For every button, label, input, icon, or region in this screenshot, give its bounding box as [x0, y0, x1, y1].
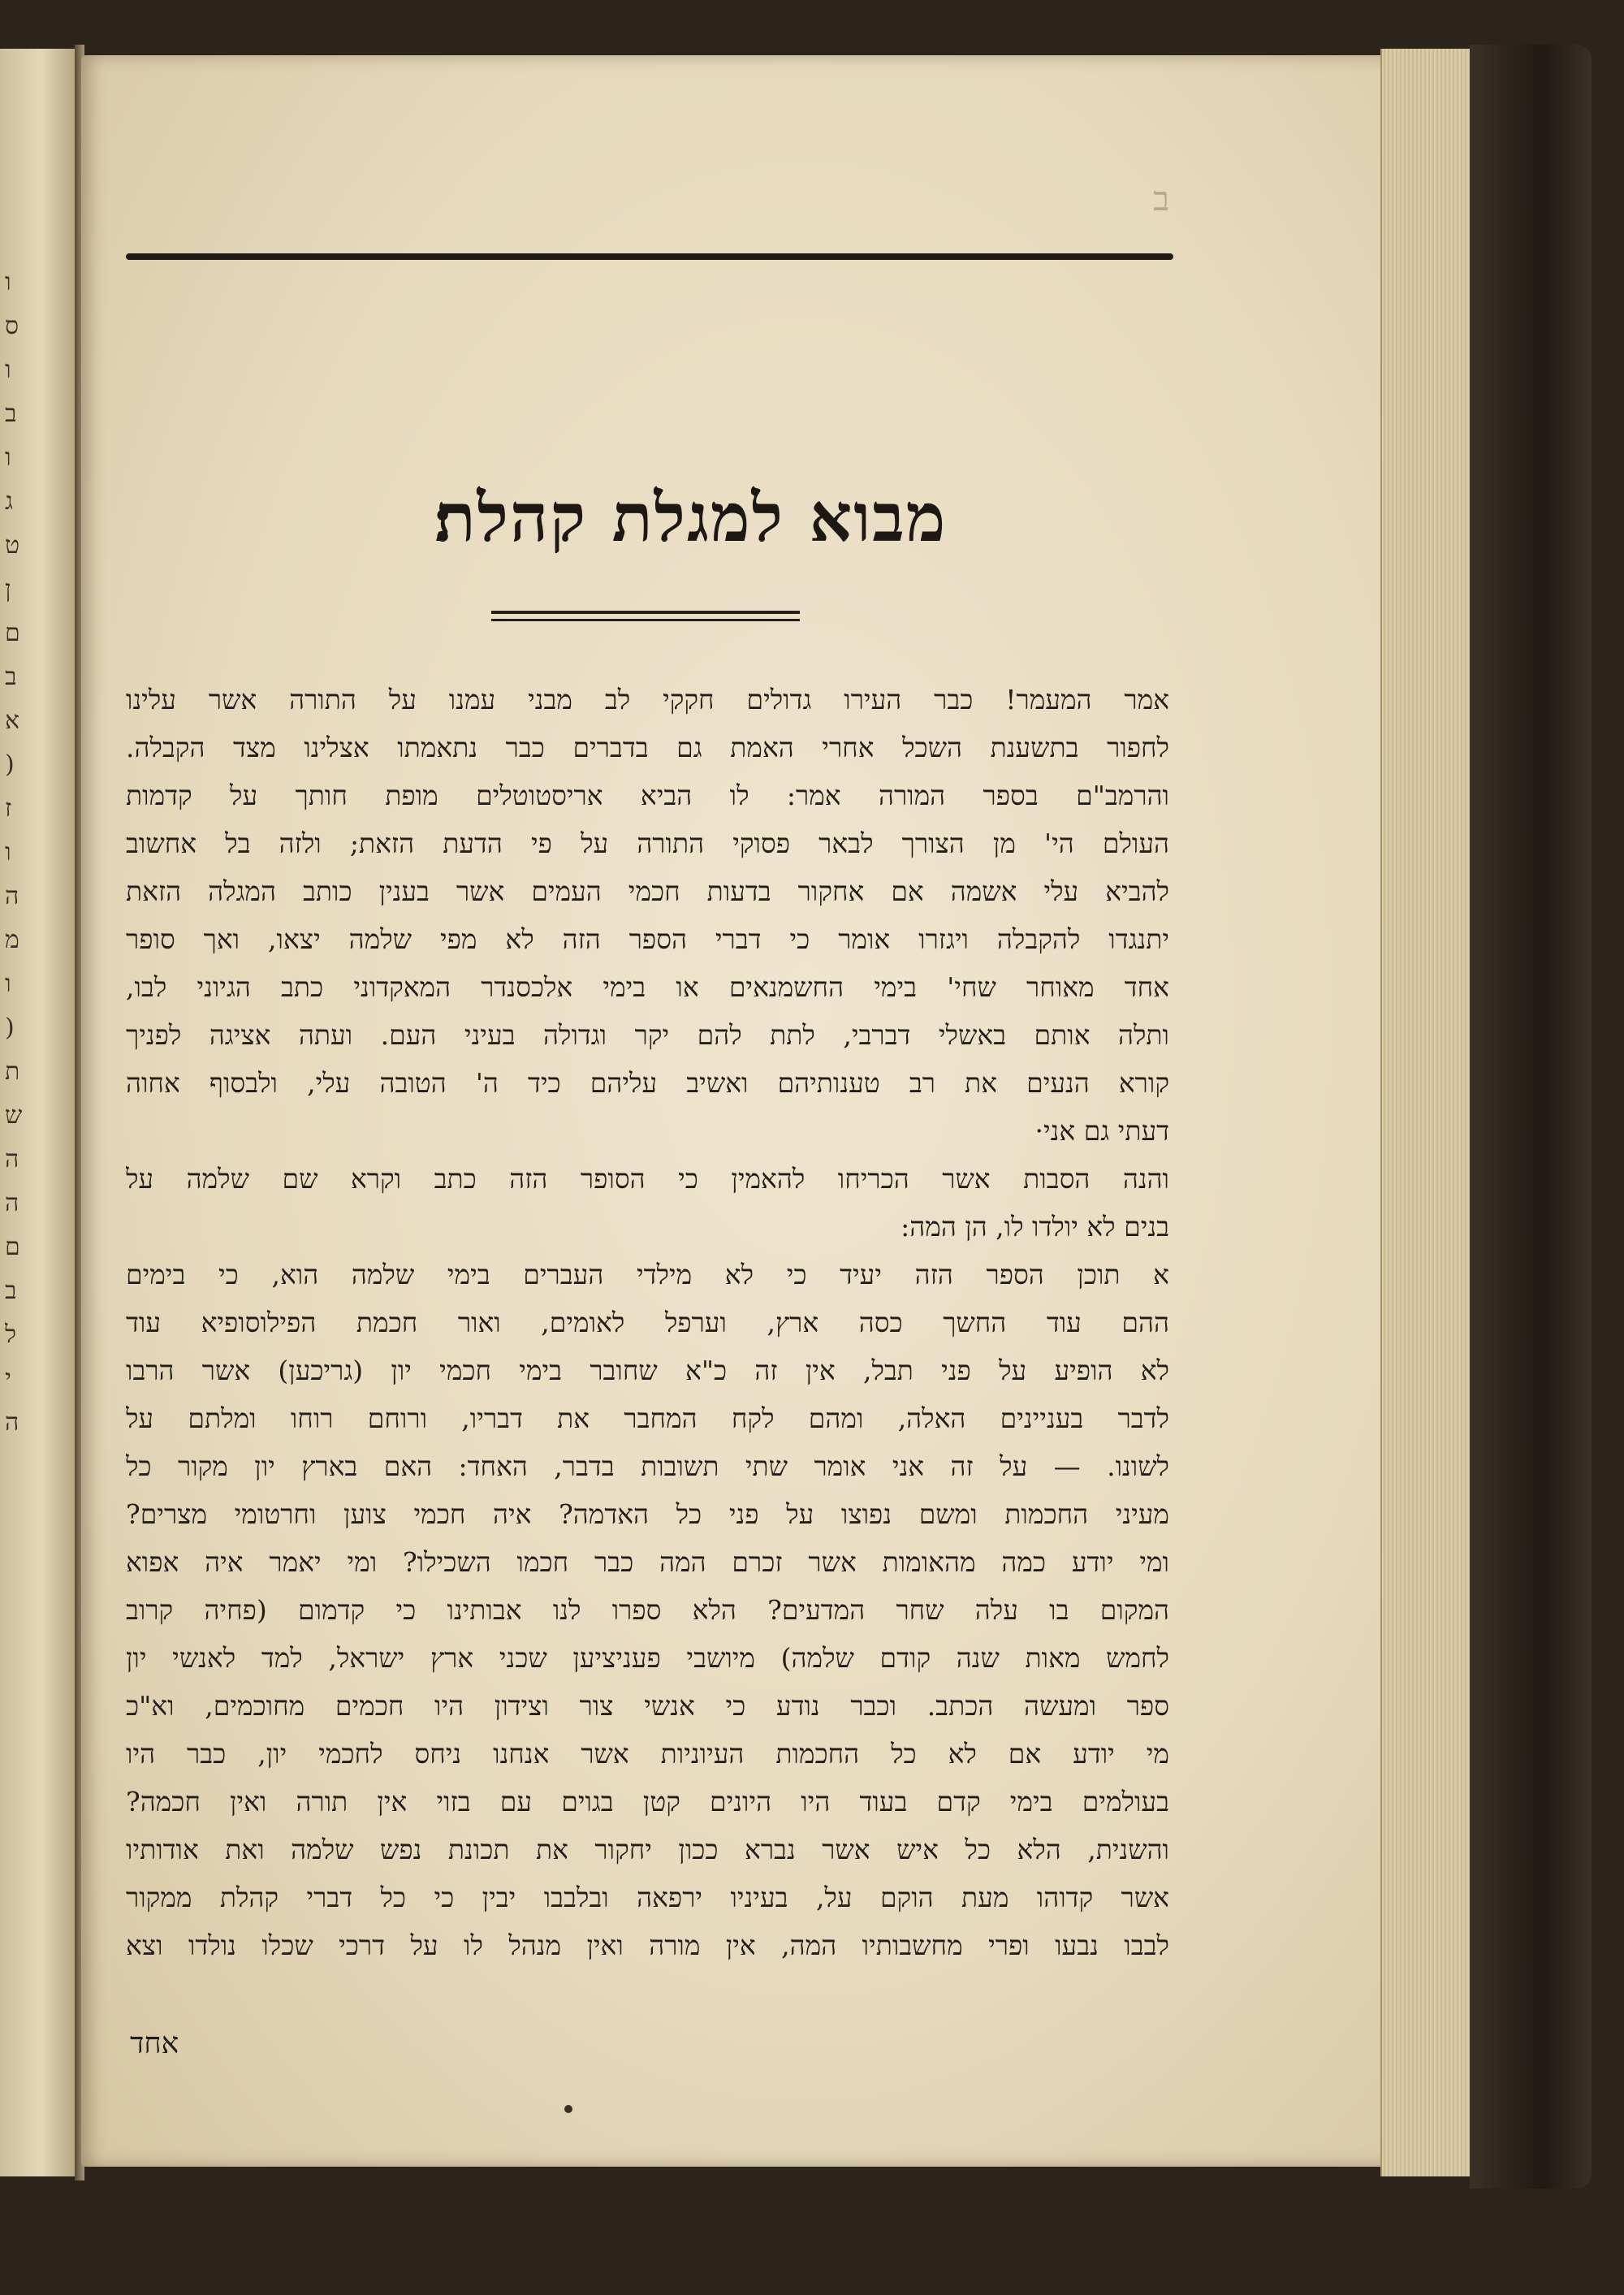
- facing-letter: (: [5, 750, 15, 779]
- facing-letter: ה: [5, 1145, 19, 1173]
- text-line: והשנית, הלא כל איש אשר נברא ככון יחקור את תכונת נפש שלמה ואת אודותיו: [126, 1834, 1169, 1865]
- facing-letter: ה: [5, 1189, 19, 1217]
- facing-letter: ה: [5, 1408, 19, 1437]
- text-line: יתנגדו להקבלה ויגזרו אומר כי דברי הספר הזה לא מפי שלמה יצאו, ואך סופר: [126, 923, 1169, 955]
- facing-letter: ו: [5, 970, 11, 998]
- facing-letter: ס: [5, 312, 19, 340]
- facing-page-letters: [5, 268, 54, 1452]
- text-line: לשונו. — על זה אני אומר שתי תשובות בדבר, האחד: האם בארץ יון מקור כל: [126, 1450, 1169, 1482]
- facing-letter: מ: [5, 926, 19, 954]
- text-line: ספר ומעשה הכתב. וכבר נודע כי אנשי צור וצידון היו חכמים מחוכמים, וא"כ: [126, 1690, 1169, 1722]
- text-line: המקום בו עלה שחר המדעים? הלא ספרו לנו אבותינו כי קדמום (פחיה קרוב: [126, 1594, 1169, 1626]
- text-line: ההם עוד החשך כסה ארץ, וערפל לאומים, ואור חכמת הפילוסופיא עוד: [126, 1307, 1169, 1338]
- facing-letter: ב: [5, 1277, 17, 1305]
- facing-page-edge: [0, 49, 78, 2176]
- text-line: קורא הנעים את רב טענותיהם ואשיב עליהם כיד ה' הטובה עלי, ולבסוף אחוה: [126, 1067, 1169, 1099]
- text-line: אמר המעמר! כבר העירו גדולים חקקי לב מבני עמנו על התורה אשר עלינו: [126, 684, 1169, 715]
- text-line: אשר קדוהו מעת הוקם על, בעיניו ירפאה ובלבבו יבין כי כל דברי קהלת ממקור: [126, 1882, 1169, 1913]
- facing-letter: ו: [5, 443, 11, 472]
- text-line: לחפור בתשענת השכל אחרי האמת גם בדברים כבר נתאמתו אצלינו מצד הקבלה.: [126, 732, 1169, 763]
- title-rule-lower: [491, 619, 800, 621]
- text-line: ומי יודע כמה מהאומות אשר זכרם המה כבר חכמו השכילו? ומי יאמר איה אפוא: [126, 1546, 1169, 1578]
- page-speck: [564, 2105, 572, 2113]
- facing-letter: ב: [5, 663, 17, 691]
- text-line: מי יודע אם לא כל החכמות העיוניות אשר אנחנו ניחס לחכמי יון, כבר היו: [126, 1738, 1169, 1770]
- facing-letter: י: [5, 1364, 11, 1393]
- facing-letter: ת: [5, 1057, 20, 1086]
- facing-letter: ה: [5, 882, 19, 910]
- facing-letter: ב: [5, 400, 17, 428]
- text-line: והרמב"ם בספר המורה אמר: לו הביא אריסטוטלים מופת חותך על קדמות: [126, 780, 1169, 811]
- facing-letter: ג: [5, 487, 13, 516]
- facing-letter: א: [5, 707, 20, 735]
- text-line: לחמש מאות שנה קודם שלמה) מיושבי פעניציען שכני ארץ ישראל, למד לאנשי יון: [126, 1642, 1169, 1674]
- text-line: העולם הי' מן הצורך לבאר פסוקי התורה על פי הדעת הזאת; ולזה בל אחשוב: [126, 828, 1169, 859]
- text-line: דעתי גם אני·: [1034, 1115, 1169, 1147]
- text-line: אחד מאוחר שחי' בימי החשמנאים או בימי אלכסנדר המאקדוני כתב הגיוני לבו,: [126, 971, 1169, 1003]
- text-line: בעולמים בימי קדם בעוד היו היונים קטן בגוים עם בזוי אין תורה ואין חכמה?: [126, 1786, 1169, 1817]
- text-line: לא הופיע על פני תבל, אין זה כ"א שחובר בימי חכמי יון (גריכען) אשר הרבו: [126, 1355, 1169, 1386]
- facing-letter: ם: [5, 619, 20, 647]
- text-line: לבבו נבעו ופרי מחשבותיו המה, אין מורה ואין מנהל לו על דרכי שכלו נולדו וצא: [126, 1930, 1169, 1961]
- page-title: מבוא למגלת קהלת׃: [433, 479, 948, 557]
- body-text: [126, 676, 1169, 1969]
- facing-letter: ן: [5, 575, 11, 603]
- facing-letter: ז: [5, 794, 12, 823]
- facing-letter: (: [5, 1014, 15, 1042]
- facing-letter: ל: [5, 1320, 17, 1349]
- facing-letter: ו: [5, 838, 11, 867]
- facing-letter: ו: [5, 268, 11, 296]
- facing-letter: ט: [5, 531, 20, 560]
- facing-letter: ו: [5, 356, 11, 384]
- text-line: מעיני החכמות ומשם נפוצו על פני כל האדמה? איה חכמי צוען וחרטומי מצרים?: [126, 1498, 1169, 1530]
- catchword: אחד: [130, 2027, 179, 2060]
- title-rule-upper: [491, 611, 800, 614]
- text-line: לדבר בעניינים האלה, ומהם לקח המחבר את דבריו, ורוחם רוחו ומלתם על: [126, 1402, 1169, 1434]
- text-line: בנים לא יולדו לו, הן המה:: [901, 1211, 1169, 1243]
- text-line: א תוכן הספר הזה יעיד כי לא מילדי העברים בימי שלמה הוא, כי בימים: [126, 1259, 1169, 1290]
- book-cover-edge: [1470, 45, 1592, 2189]
- facing-letter: ש: [5, 1101, 23, 1130]
- text-line: ותלה אותם באשלי דברבי, לתת להם יקר וגדולה בעיני העם. ועתה אציגה לפניך: [126, 1019, 1169, 1051]
- page-fore-edge: [1380, 49, 1471, 2176]
- bleed-through-page-sign: ב: [1153, 179, 1170, 218]
- text-line: להביא עלי אשמה אם אחקור בדעות חכמי העמים אשר בענין כותב המגלה הזאת: [126, 875, 1169, 907]
- facing-letter: ם: [5, 1233, 20, 1261]
- text-line: והנה הסבות אשר הכריחו להאמין כי הסופר הזה כתב וקרא שם שלמה על: [126, 1163, 1169, 1195]
- header-rule: [126, 253, 1173, 260]
